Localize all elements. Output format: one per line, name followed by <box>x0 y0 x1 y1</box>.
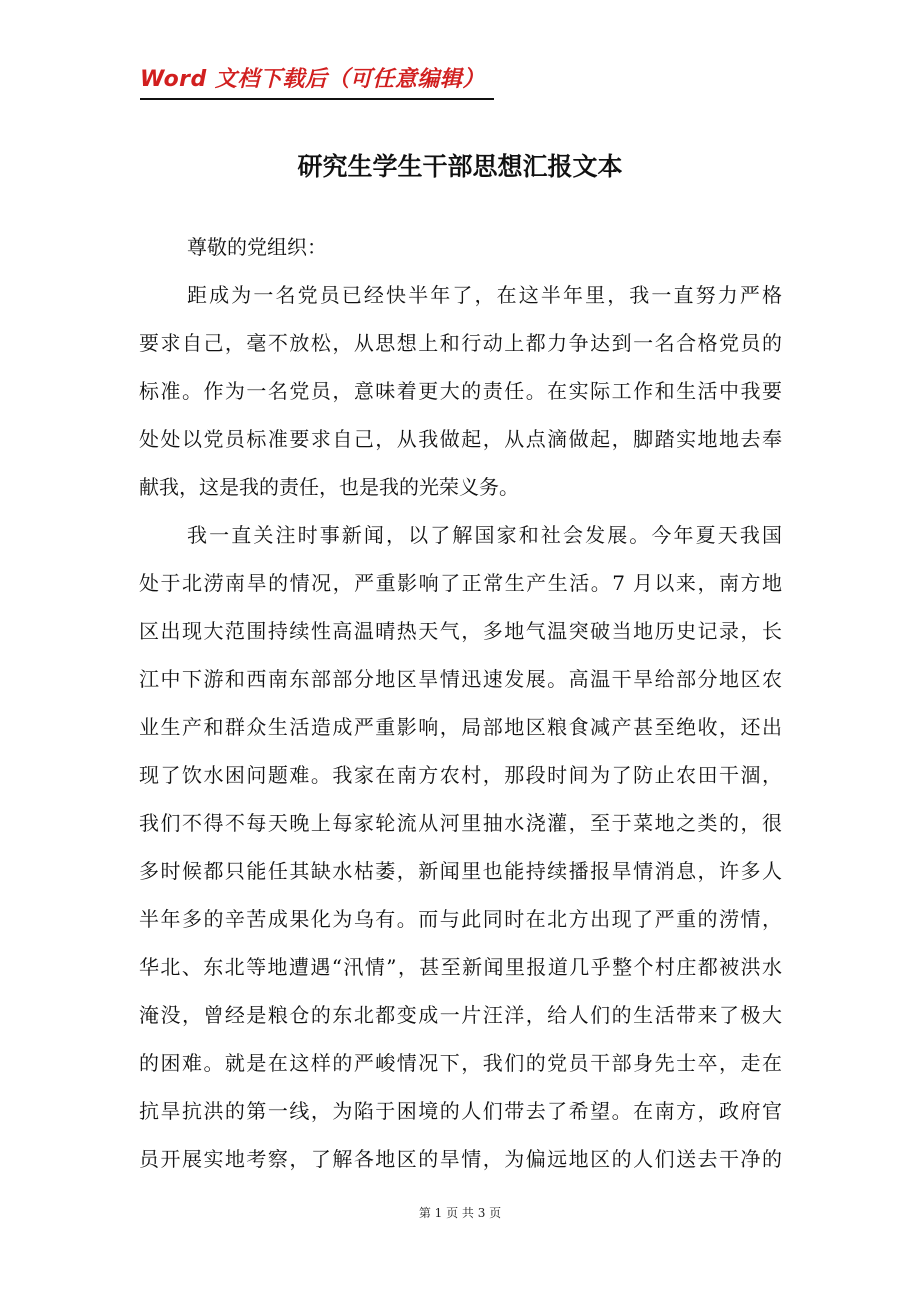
paragraph-line: 献我，这是我的责任，也是我的光荣义务。 <box>139 475 519 499</box>
header-banner <box>140 64 494 100</box>
paragraph-line: 多时候都只能任其缺水枯萎，新闻里也能持续播报旱情消息，许多人 <box>139 859 782 883</box>
paragraph-line: 处处以党员标准要求自己，从我做起，从点滴做起，脚踏实地地去奉 <box>139 427 782 451</box>
paragraph-line: 半年多的辛苦成果化为乌有。而与此同时在北方出现了严重的涝情， <box>139 907 782 931</box>
paragraph-line: 我一直关注时事新闻，以了解国家和社会发展。今年夏天我国 <box>187 523 782 547</box>
paragraph-line: 区出现大范围持续性高温晴热天气，多地气温突破当地历史记录，长 <box>139 619 782 643</box>
document-title: 研究生学生干部思想汇报文本 <box>297 152 623 181</box>
paragraph-1 <box>139 275 782 515</box>
paragraph-line: 我们不得不每天晚上每家轮流从河里抽水浇灌，至于菜地之类的，很 <box>139 811 782 835</box>
paragraph-line: 业生产和群众生活造成严重影响，局部地区粮食减产甚至绝收，还出 <box>139 715 782 739</box>
paragraph-line: 的困难。就是在这样的严峻情况下，我们的党员干部身先士卒，走在 <box>139 1051 782 1075</box>
paragraph-line: 华北、东北等地遭遇“汛情”，甚至新闻里报道几乎整个村庄都被洪水 <box>139 955 782 979</box>
paragraph-line: 员开展实地考察，了解各地区的旱情，为偏远地区的人们送去干净的 <box>139 1147 782 1171</box>
paragraph-line: 处于北涝南旱的情况，严重影响了正常生产生活。7 月以来，南方地 <box>139 571 782 595</box>
paragraph-line: 抗旱抗洪的第一线，为陷于困境的人们带去了希望。在南方，政府官 <box>139 1099 782 1123</box>
page-footer: 第 1 页 共 3 页 <box>418 1206 502 1220</box>
header-banner-text: Word 文档下载后（可任意编辑） <box>140 67 485 92</box>
paragraph-line: 距成为一名党员已经快半年了，在这半年里，我一直努力严格 <box>187 283 782 307</box>
paragraph-line: 要求自己，毫不放松，从思想上和行动上都力争达到一名合格党员的 <box>139 331 782 355</box>
document-body <box>139 227 782 1187</box>
paragraph-line: 标准。作为一名党员，意味着更大的责任。在实际工作和生活中我要 <box>139 379 782 403</box>
salutation: 尊敬的党组织： <box>187 235 327 259</box>
paragraph-line: 淹没，曾经是粮仓的东北都变成一片汪洋，给人们的生活带来了极大 <box>139 1003 782 1027</box>
paragraph-line: 江中下游和西南东部部分地区旱情迅速发展。高温干旱给部分地区农 <box>139 667 782 691</box>
paragraph-line: 现了饮水困问题难。我家在南方农村，那段时间为了防止农田干涸， <box>139 763 782 787</box>
paragraph-2 <box>139 515 782 1187</box>
